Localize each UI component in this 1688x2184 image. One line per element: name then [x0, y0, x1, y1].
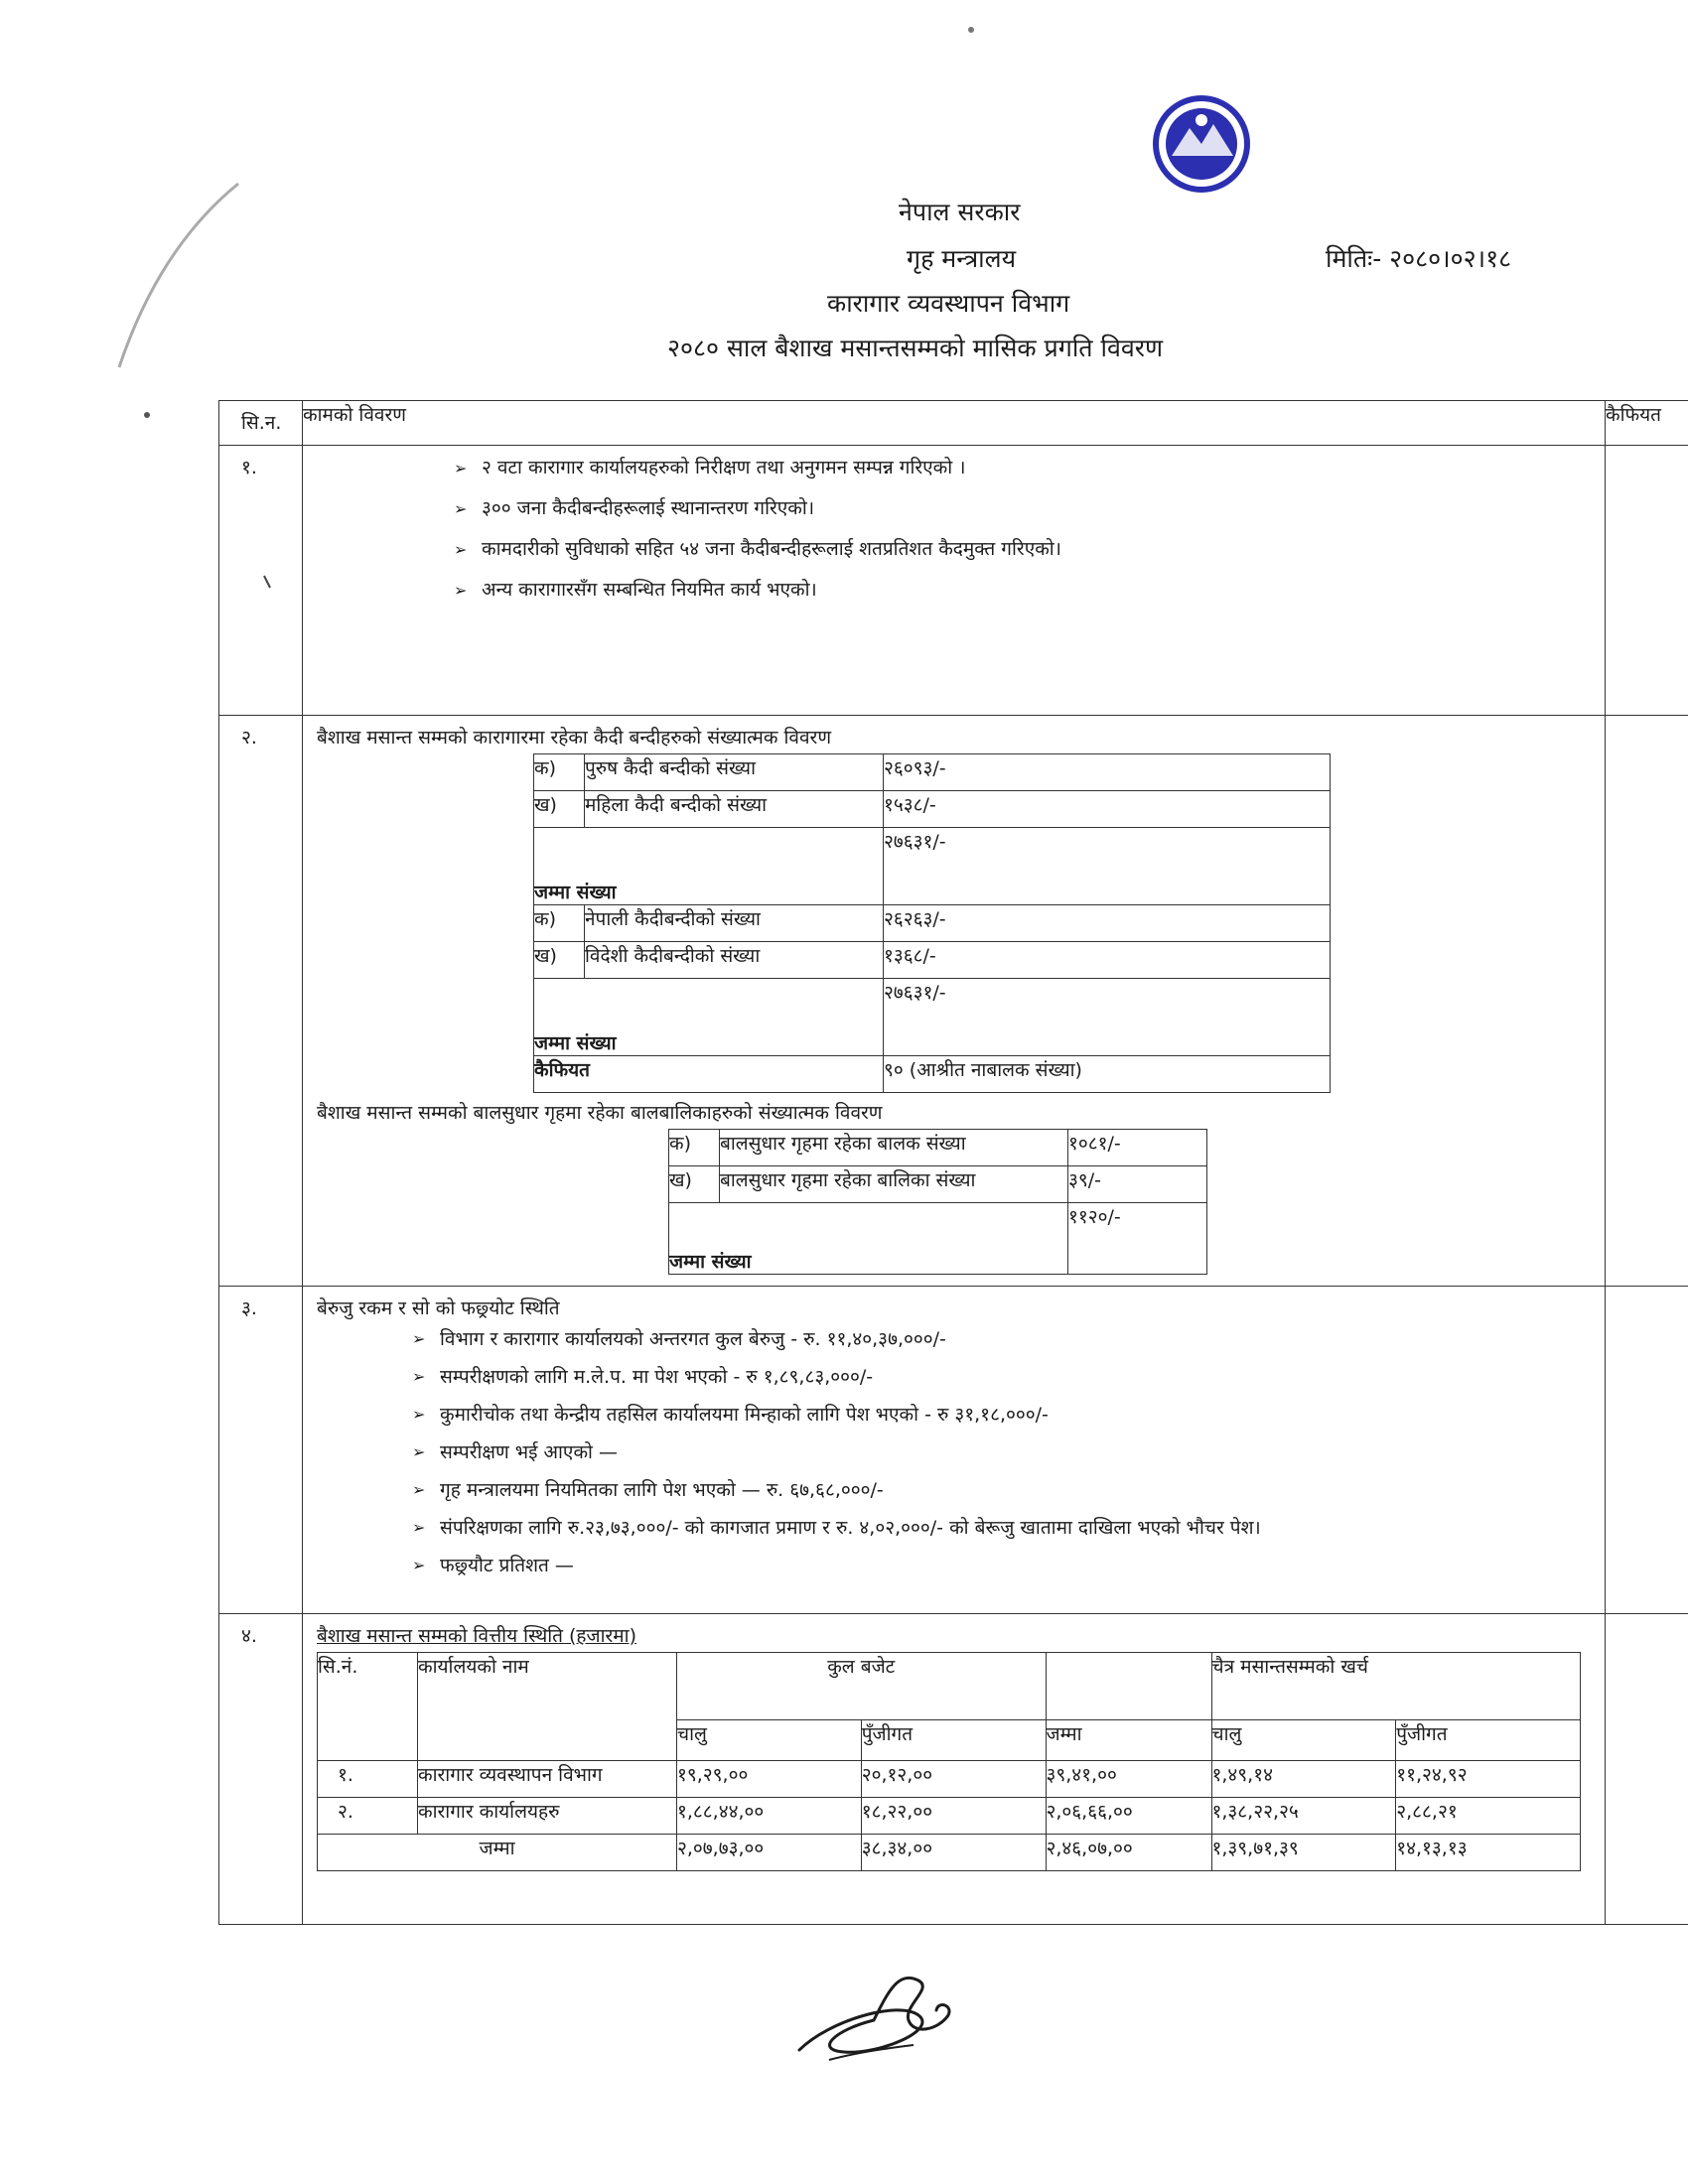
section-4-content: [303, 1614, 1606, 1925]
arrow-bullet-icon: ➢: [454, 499, 468, 518]
table-row: [534, 942, 1331, 979]
section-3-title: बेरुजु रकम र सो को फछ्र्योट स्थिति: [317, 1297, 560, 1319]
fin-total-total: २,४६,०७,००: [1046, 1835, 1211, 1871]
row-value: ३९/-: [1068, 1166, 1207, 1203]
row-label: नेपाली कैदीबन्दीको संख्या: [585, 905, 884, 942]
fin-capital: १८,२२,००: [861, 1798, 1046, 1835]
fin-capital: २०,१२,००: [861, 1761, 1046, 1798]
section-2-title: बैशाख मसान्त सम्मको कारागारमा रहेका कैदी बन्दीहरुको संख्यात्मक विवरण: [317, 727, 832, 749]
table-row: [534, 754, 1331, 791]
financial-table: [317, 1652, 1581, 1871]
section-1-bullets: [303, 448, 1605, 611]
table-row: [534, 791, 1331, 828]
section-2-subtitle: बैशाख मसान्त सम्मको बालसुधार गृहमा रहेका बालबालिकाहरुको संख्यात्मक विवरण: [317, 1102, 883, 1124]
arrow-bullet-icon: ➢: [412, 1442, 426, 1461]
list-item: ➢ सम्परीक्षणको लागि म.ले.प. मा पेश भएको - रु १,८९,८३,०००/-: [370, 1358, 1605, 1396]
remark-row: [534, 1056, 1331, 1093]
row-key: क): [534, 905, 585, 942]
table-row: [318, 1798, 1581, 1835]
fin-office: कारागार व्यवस्थापन विभाग: [418, 1761, 677, 1798]
fin-total-current: २,०७,७३,००: [677, 1835, 862, 1871]
total-label: जम्मा संख्या: [669, 1203, 1068, 1275]
prisoner-count-table: [533, 753, 1331, 1093]
section-2: [219, 716, 1688, 1287]
juvenile-count-table: [668, 1129, 1207, 1275]
arrow-bullet-icon: ➢: [412, 1518, 426, 1537]
arrow-bullet-icon: ➢: [454, 459, 468, 478]
fin-header-office: कार्यालयको नाम: [418, 1653, 677, 1761]
section-1-remarks: [1606, 446, 1688, 716]
total-value: २७६३१/-: [884, 979, 1331, 1056]
section-3-remarks: [1606, 1287, 1688, 1614]
arrow-bullet-icon: ➢: [412, 1329, 426, 1348]
row-label: महिला कैदी बन्दीको संख्या: [585, 791, 884, 828]
row-key: ख): [534, 791, 585, 828]
signature: [789, 1961, 988, 2070]
fin-header-total: जम्मा: [1046, 1720, 1211, 1761]
section-1: [219, 446, 1688, 716]
row-value: २६२६३/-: [884, 905, 1331, 942]
remark-value: ९० (आश्रीत नाबालक संख्या): [884, 1056, 1331, 1093]
total-row: [534, 979, 1331, 1056]
header-description: कामको विवरण: [303, 401, 1606, 446]
row-value: १३६८/-: [884, 942, 1331, 979]
list-item: ➢ ३०० जना कैदीबन्दीहरूलाई स्थानान्तरण गरिएको।: [412, 488, 1605, 529]
row-key: ख): [669, 1166, 720, 1203]
section-4-remarks: [1606, 1614, 1688, 1925]
fin-header-budget: कुल बजेट: [677, 1653, 1047, 1720]
section-3-bullets: [303, 1320, 1605, 1584]
row-label: पुरुष कैदी बन्दीको संख्या: [585, 754, 884, 791]
table-row: [669, 1166, 1207, 1203]
fin-header-expense: चैत्र मसान्तसम्मको खर्च: [1211, 1653, 1581, 1720]
total-value: ११२०/-: [1068, 1203, 1207, 1275]
table-row: [534, 905, 1331, 942]
list-item: ➢ कामदारीको सुविधाको सहित ५४ जना कैदीबन्दीहरूलाई शतप्रतिशत कैदमुक्त गरिएको।: [412, 529, 1605, 570]
arrow-bullet-icon: ➢: [454, 540, 468, 559]
row-key: क): [534, 754, 585, 791]
fin-current: १,८८,४४,००: [677, 1798, 862, 1835]
section-4-sn: ४.: [219, 1614, 303, 1925]
table-row: [318, 1761, 1581, 1798]
row-key: क): [669, 1130, 720, 1166]
total-label: जम्मा संख्या: [534, 979, 884, 1056]
remark-label: कैफियत: [534, 1056, 884, 1093]
fin-total-exp-current: १,३९,७१,३९: [1211, 1835, 1396, 1871]
total-label: जम्मा संख्या: [534, 828, 884, 905]
fin-header-current: चालु: [677, 1720, 862, 1761]
section-2-remarks: [1606, 716, 1688, 1287]
fin-total-capital: ३८,३४,००: [861, 1835, 1046, 1871]
list-item: ➢ फछ्र्यौट प्रतिशत —: [370, 1547, 1605, 1584]
total-row: [318, 1835, 1581, 1871]
total-row: [534, 828, 1331, 905]
list-item: ➢ २ वटा कारागार कार्यालयहरुको निरीक्षण तथा अनुगमन सम्पन्न गरिएको ।: [412, 448, 1605, 488]
list-item: ➢ संपरिक्षणका लागि रु.२३,७३,०००/- को कागजात प्रमाण र रु. ४,०२,०००/- को बेरूजु खातामा दाखिला भएको भौचर पेश।: [370, 1509, 1605, 1547]
arrow-bullet-icon: ➢: [412, 1405, 426, 1424]
section-2-sn: २.: [219, 716, 303, 1287]
row-label: बालसुधार गृहमा रहेका बालक संख्या: [720, 1130, 1068, 1166]
list-item: ➢ अन्य कारागारसँग सम्बन्धित नियमित कार्य भएको।: [412, 570, 1605, 611]
row-value: २६०९३/-: [884, 754, 1331, 791]
section-2-content: [303, 716, 1606, 1287]
row-label: विदेशी कैदीबन्दीको संख्या: [585, 942, 884, 979]
fin-sn: २.: [318, 1798, 418, 1835]
report-title: २०८० साल बैशाख मसान्तसम्मको मासिक प्रगति विवरण: [667, 334, 1164, 362]
department-name: कारागार व्यवस्थापन विभाग: [827, 289, 1070, 318]
fin-total: ३९,४१,००: [1046, 1761, 1211, 1798]
list-item: ➢ सम्परीक्षण भई आएको —: [370, 1433, 1605, 1471]
report-date: मितिः- २०८०।०२।१८: [1326, 244, 1512, 273]
fin-exp-current: १,३८,२२,२५: [1211, 1798, 1396, 1835]
fin-total-exp-capital: १४,१३,१३: [1396, 1835, 1581, 1871]
header-row: [219, 401, 1688, 446]
header-remarks: कैफियत: [1606, 401, 1688, 446]
row-value: १५३८/-: [884, 791, 1331, 828]
section-1-sn: १.: [219, 446, 303, 716]
arrow-bullet-icon: ➢: [412, 1367, 426, 1386]
list-item: ➢ गृह मन्त्रालयमा नियमितका लागि पेश भएको — रु. ६७,६८,०००/-: [370, 1471, 1605, 1509]
list-item: ➢ विभाग र कारागार कार्यालयको अन्तरगत कुल बेरुजु - रु. ११,४०,३७,०००/-: [370, 1320, 1605, 1358]
header-sn: सि.न.: [219, 401, 303, 446]
section-4: [219, 1614, 1688, 1925]
fin-exp-capital: २,८८,२१: [1396, 1798, 1581, 1835]
progress-table: [218, 400, 1688, 1925]
fin-exp-current: १,४९,१४: [1211, 1761, 1396, 1798]
arrow-bullet-icon: ➢: [412, 1480, 426, 1499]
fin-sn: १.: [318, 1761, 418, 1798]
fin-header-sn: सि.नं.: [318, 1653, 418, 1761]
section-1-content: [303, 446, 1606, 716]
fin-header-capital: पुँजीगत: [861, 1720, 1046, 1761]
fin-header-current-exp: चालु: [1211, 1720, 1396, 1761]
section-3-content: [303, 1287, 1606, 1614]
arrow-bullet-icon: ➢: [412, 1556, 426, 1574]
fin-exp-capital: ११,२४,९२: [1396, 1761, 1581, 1798]
section-4-title: बैशाख मसान्त सम्मको वित्तीय स्थिति (हजारमा): [317, 1625, 637, 1647]
row-value: १०८१/-: [1068, 1130, 1207, 1166]
ministry-name: गृह मन्त्रालय: [907, 244, 1017, 273]
fin-office: कारागार कार्यालयहरु: [418, 1798, 677, 1835]
section-3: [219, 1287, 1688, 1614]
official-seal: [1072, 94, 1331, 333]
section-3-sn: ३.: [219, 1287, 303, 1614]
fin-header-blank: [1046, 1653, 1211, 1720]
table-row: [669, 1130, 1207, 1166]
fin-header-row: [318, 1653, 1581, 1720]
fin-total-label: जम्मा: [318, 1835, 677, 1871]
gov-name: नेपाल सरकार: [899, 198, 1021, 226]
total-row: [669, 1203, 1207, 1275]
row-label: बालसुधार गृहमा रहेका बालिका संख्या: [720, 1166, 1068, 1203]
fin-total: २,०६,६६,००: [1046, 1798, 1211, 1835]
arrow-bullet-icon: ➢: [454, 581, 468, 600]
row-key: ख): [534, 942, 585, 979]
fin-header-capital-exp: पुँजीगत: [1396, 1720, 1581, 1761]
list-item: ➢ कुमारीचोक तथा केन्द्रीय तहसिल कार्यालयमा मिन्हाको लागि पेश भएको - रु ३१,१८,०००/-: [370, 1396, 1605, 1433]
total-value: २७६३१/-: [884, 828, 1331, 905]
fin-current: १९,२९,००: [677, 1761, 862, 1798]
